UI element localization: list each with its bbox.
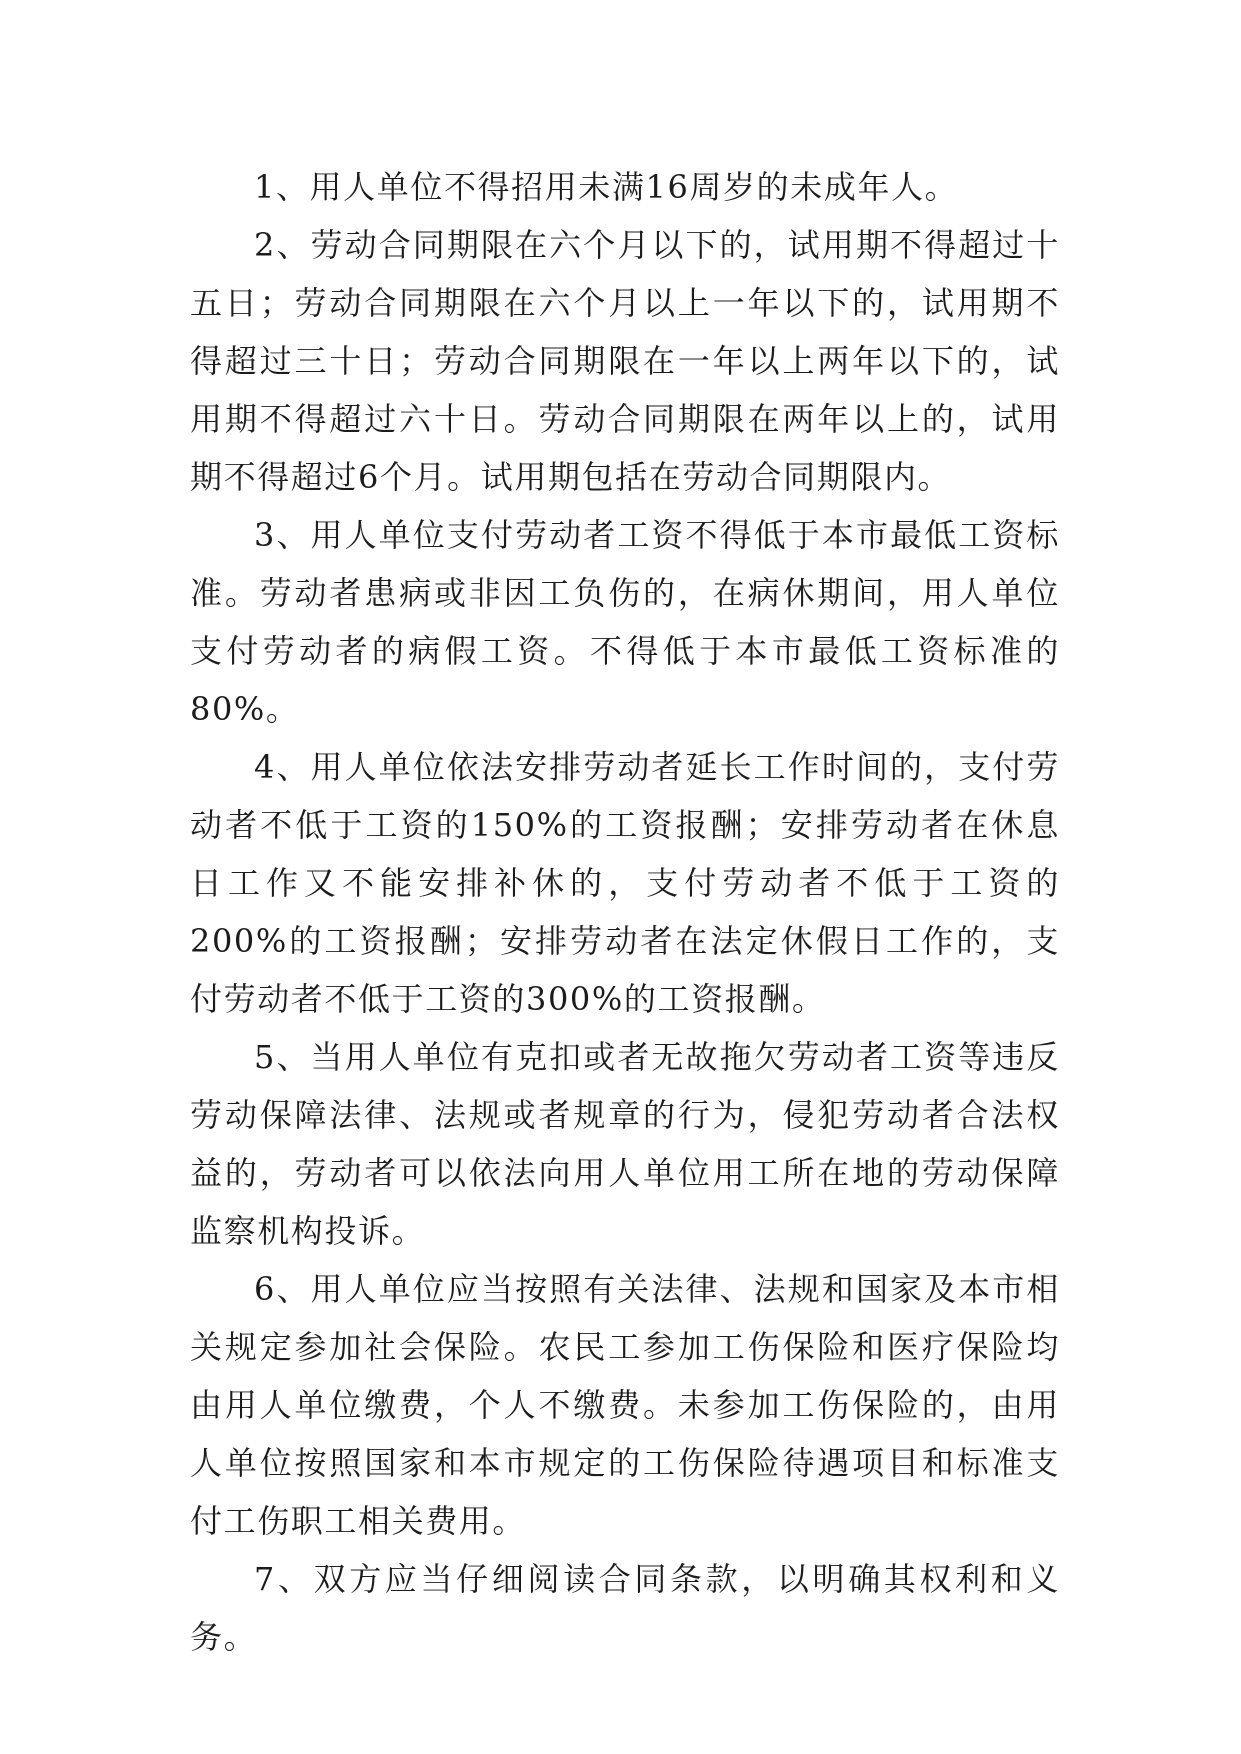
clause-2: 2、劳动合同期限在六个月以下的，试用期不得超过十五日；劳动合同期限在六个月以上一年以下的，试用期不得超过三十日；劳动合同期限在一年以上两年以下的，试用期不得超过六十日。劳动合同期限在两年以上的，试用期不得超过6个月。试用期包括在劳动合同期限内。 (190, 226, 1060, 496)
clause-5: 5、当用人单位有克扣或者无故拖欠劳动者工资等违反劳动保障法律、法规或者规章的行为，侵犯劳动者合法权益的，劳动者可以依法向用人单位用工所在地的劳动保障监察机构投诉。 (190, 1038, 1060, 1250)
clause-1: 1、用人单位不得招用未满16周岁的未成年人。 (254, 168, 959, 206)
clause-7: 7、双方应当仔细阅读合同条款，以明确其权利和义务。 (190, 1560, 1060, 1656)
clause-6: 6、用人单位应当按照有关法律、法规和国家及本市相关规定参加社会保险。农民工参加工伤保险和医疗保险均由用人单位缴费，个人不缴费。未参加工伤保险的，由用人单位按照国家和本市规定的工伤保险待遇项目和标准支付工伤职工相关费用。 (190, 1270, 1060, 1540)
clause-3: 3、用人单位支付劳动者工资不得低于本市最低工资标准。劳动者患病或非因工负伤的，在病休期间，用人单位支付劳动者的病假工资。不得低于本市最低工资标准的80%。 (190, 516, 1060, 728)
clause-4: 4、用人单位依法安排劳动者延长工作时间的，支付劳动者不低于工资的150%的工资报酬；安排劳动者在休息日工作又不能安排补休的，支付劳动者不低于工资的200%的工资报酬；安排劳动者在法定休假日工作的，支付劳动者不低于工资的300%的工资报酬。 (190, 748, 1060, 1018)
document-body (190, 158, 1060, 1666)
